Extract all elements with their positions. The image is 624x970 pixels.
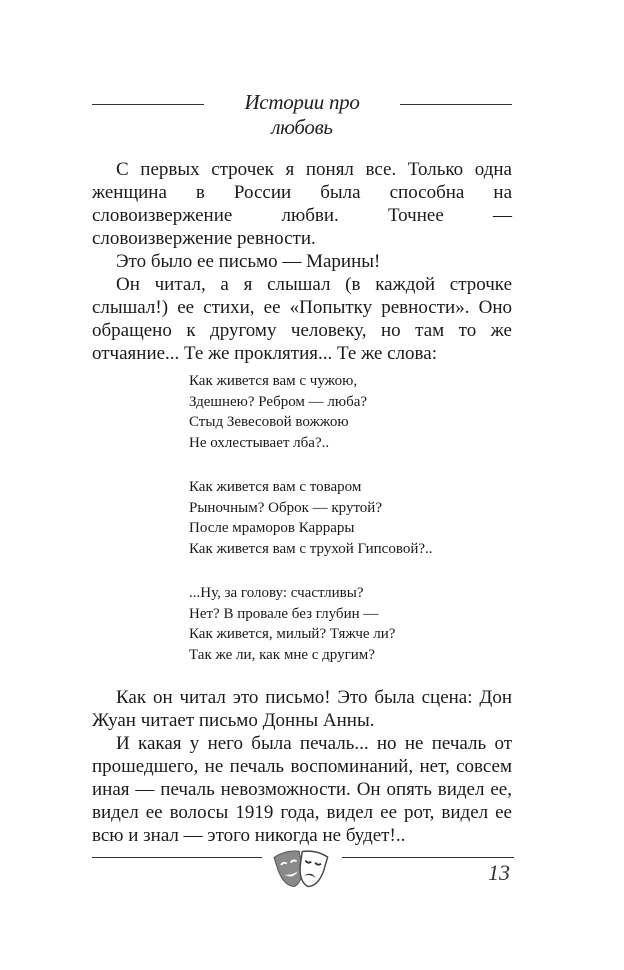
- poem-line: Нет? В провале без глубин —: [189, 605, 379, 622]
- poem-line: Как живется вам с чужою,: [189, 373, 358, 389]
- page-number: 13: [488, 860, 510, 885]
- text-block-bottom: [92, 686, 512, 847]
- poem-line: Так же ли, как мне с другим?: [189, 646, 375, 663]
- poem-stanza: [189, 371, 433, 453]
- footer-rule-left: [92, 857, 262, 858]
- paragraph: Это было ее письмо — Марины!: [116, 251, 381, 272]
- theatre-masks-icon: [270, 846, 332, 892]
- paragraph: С первых строчек я понял все. Только одна женщина в России была способна на словоизвержение любви. Точнее — словоизвержение ревности.: [92, 159, 512, 249]
- poem-line: Не охлестывает лба?..: [189, 434, 330, 451]
- poem-stanza: [189, 583, 433, 665]
- running-header-title: Истории про любовь: [244, 90, 360, 139]
- paragraph: И какая у него была печаль... но не печаль от прошедшего, не печаль воспоминаний, нет, совсем иная — печаль невозможности. Он опять видел ее, видел ее волосы 1919 года, видел ее рот, видел ее всю и знал — этого никогда не будет!..: [92, 733, 512, 846]
- paragraph: Он читал, а я слышал (в каждой строчке слышал!) ее стихи, ее «Попытку ревности». Оно обращено к другому человеку, но там то же отчаяние... Те же проклятия... Те же слова:: [92, 274, 512, 364]
- poem-line: Стыд Зевесовой вожжою: [189, 414, 349, 430]
- footer-rule-right: [342, 857, 514, 858]
- poem: [189, 371, 433, 689]
- poem-stanza: [189, 477, 433, 559]
- header-rule-right: [400, 104, 512, 105]
- paragraph: Как он читал это письмо! Это была сцена: Дон Жуан читает письмо Донны Анны.: [92, 687, 512, 731]
- poem-line: После мраморов Каррары: [189, 520, 355, 536]
- text-block-top: [92, 158, 512, 365]
- poem-line: Как живется, милый? Тяжче ли?: [189, 626, 396, 642]
- page-footer: [92, 846, 514, 896]
- poem-line: Как живется вам с трухой Гипсовой?..: [189, 540, 433, 557]
- header-rule-left: [92, 104, 204, 105]
- poem-line: ...Ну, за голову: счастливы?: [189, 585, 364, 601]
- poem-line: Как живется вам с товаром: [189, 479, 362, 495]
- poem-line: Рыночным? Оброк — крутой?: [189, 499, 382, 516]
- running-header: [92, 90, 512, 139]
- poem-line: Здешнею? Ребром — люба?: [189, 393, 368, 410]
